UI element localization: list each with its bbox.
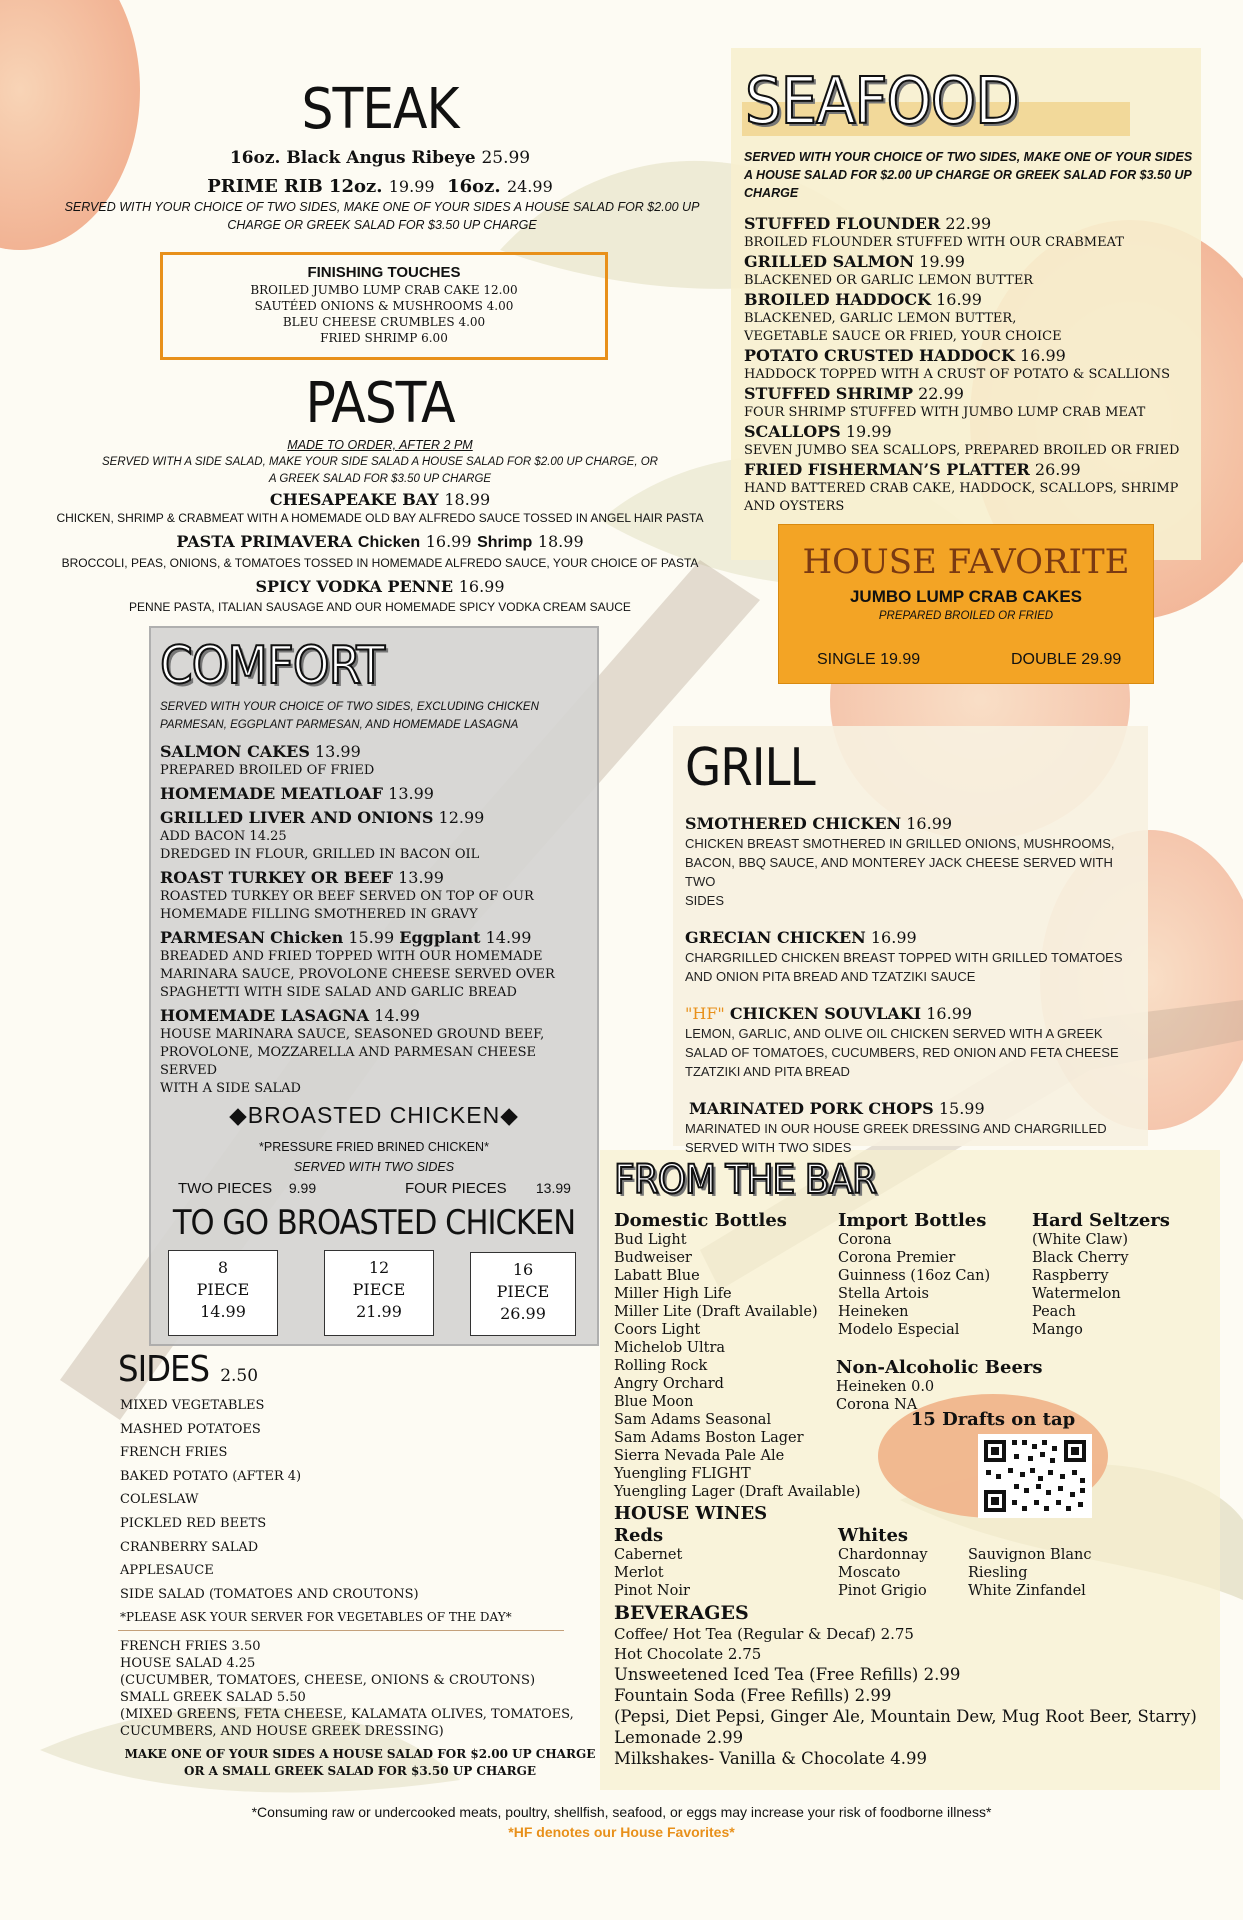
grill-item-desc: CHICKEN BREAST SMOTHERED IN GRILLED ONIONS, MUSHROOMS,: [685, 836, 1115, 851]
togo-price: 26.99: [500, 1304, 546, 1323]
wine-item: Riesling: [968, 1565, 1028, 1581]
pasta-vodka: [40, 577, 720, 597]
comfort-item-name: HOMEMADE LASAGNA: [160, 1006, 370, 1025]
broasted-four-label: FOUR PIECES: [405, 1180, 507, 1197]
comfort-item: [160, 928, 590, 1002]
na-title: Non-Alcoholic Beers: [836, 1357, 1043, 1378]
beverage-item: Fountain Soda (Free Refills) 2.99: [614, 1686, 892, 1705]
side-item: BAKED POTATO (AFTER 4): [120, 1468, 302, 1484]
beer-item: Miller High Life: [614, 1286, 732, 1302]
broasted-four-pieces: [405, 1180, 571, 1197]
beverages-title: BEVERAGES: [614, 1602, 749, 1624]
sides-heading: [118, 1349, 259, 1390]
seafood-item-desc: BLACKENED, GARLIC LEMON BUTTER,: [744, 311, 1017, 326]
sides-title: SIDES: [118, 1349, 210, 1390]
seltzers-title: Hard Seltzers: [1032, 1210, 1170, 1231]
grill-item-desc: AND ONION PITA BREAD AND TZATZIKI SAUCE: [685, 969, 976, 984]
grill-item: [685, 1004, 1145, 1081]
beverage-item: Unsweetened Iced Tea (Free Refills) 2.99: [614, 1665, 961, 1684]
house-favorite-double: DOUBLE 29.99: [1011, 651, 1122, 668]
house-wines: [614, 1504, 1174, 1524]
grill-item-desc: SALAD OF TOMATOES, CUCUMBERS, RED ONION AND FETA CHEESE: [685, 1045, 1119, 1060]
side-item: SIDE SALAD (TOMATOES AND CROUTONS): [120, 1586, 419, 1602]
beer-item: Labatt Blue: [614, 1268, 700, 1284]
reds-title: Reds: [614, 1525, 664, 1546]
domestic-bottles: [614, 1211, 861, 1501]
house-favorite-title: HOUSE FAVORITE: [802, 542, 1130, 582]
side-item: COLESLAW: [120, 1492, 199, 1508]
prime-rib-16-label: 16oz.: [447, 176, 501, 197]
side-extra: (CUCUMBER, TOMATOES, CHEESE, ONIONS & CROUTONS): [120, 1673, 536, 1688]
seafood-item: [744, 290, 1204, 346]
beverage-item: Milkshakes- Vanilla & Chocolate 4.99: [614, 1749, 927, 1768]
broasted-note-1: *PRESSURE FRIED BRINED CHICKEN*: [259, 1140, 489, 1154]
comfort-item-desc: ROASTED TURKEY OR BEEF SERVED ON TOP OF OUR: [160, 889, 534, 904]
comfort-item: [160, 808, 590, 864]
ribeye-name: 16oz. Black Angus Ribeye: [229, 148, 476, 168]
grill-title: GRILL: [685, 738, 815, 798]
seltzer-item: Black Cherry: [1032, 1250, 1129, 1266]
beer-item: Corona: [838, 1232, 892, 1248]
wine-item: White Zinfandel: [968, 1583, 1086, 1599]
import-bottles: [838, 1211, 990, 1339]
prime-rib-line: [40, 176, 720, 197]
comfort-item-desc: PROVOLONE, MOZZARELLA AND PARMESAN CHEESE SERVED: [160, 1045, 536, 1078]
comfort-item-price: 12.99: [438, 808, 485, 827]
seafood-item-name: SCALLOPS: [744, 422, 841, 441]
finishing-touches-title: FINISHING TOUCHES: [307, 264, 461, 281]
seafood-item-desc: HAND BATTERED CRAB CAKE, HADDOCK, SCALLOPS, SHRIMP: [744, 481, 1179, 496]
comfort-item-name: SALMON CAKES: [160, 742, 310, 761]
grill-list: [685, 814, 1145, 1157]
seafood-item: [744, 422, 1204, 460]
side-item: MIXED VEGETABLES: [120, 1398, 265, 1413]
comfort-item-desc: PREPARED BROILED OF FRIED: [160, 763, 375, 778]
pasta-item-name: PASTA PRIMAVERA: [176, 532, 353, 551]
seltzer-item: Raspberry: [1032, 1268, 1109, 1284]
comfort-item-price: 13.99: [388, 784, 434, 803]
comfort-item-name: PARMESAN: [160, 928, 266, 947]
house-favorite-single: SINGLE 19.99: [817, 651, 921, 668]
comfort-item-price: 14.99: [485, 928, 532, 947]
house-favorite-sub: PREPARED BROILED OR FRIED: [878, 610, 1054, 622]
hf-note: *HF denotes our House Favorites*: [508, 1824, 735, 1840]
grill-item: [685, 928, 1145, 986]
pasta-item-name: CHESAPEAKE BAY: [269, 490, 439, 509]
togo-box-8: [168, 1250, 278, 1336]
sides-divider: [118, 1630, 564, 1631]
prime-rib-16-price: 24.99: [506, 177, 553, 196]
seafood-item-desc: BROILED FLOUNDER STUFFED WITH OUR CRABMEAT: [744, 235, 1124, 250]
seafood-list: [744, 214, 1204, 516]
wines-title: HOUSE WINES: [614, 1503, 768, 1524]
togo-unit: PIECE: [196, 1280, 250, 1299]
comfort-item: [160, 868, 590, 924]
steak-title: STEAK: [301, 77, 459, 142]
seafood-item-price: 19.99: [919, 252, 965, 271]
seafood-note: SERVED WITH YOUR CHOICE OF TWO SIDES, MAKE ONE OF YOUR SIDES A HOUSE SALAD FOR $2.00 UP CHARGE OR GREEK SALAD FOR $3.50 UP CHARGE: [744, 150, 1193, 200]
comfort-item-desc: WITH A SIDE SALAD: [160, 1081, 301, 1096]
prime-rib-name: PRIME RIB 12oz.: [207, 176, 383, 197]
grill-item-desc: SERVED WITH TWO SIDES: [685, 1140, 852, 1155]
pasta-option: Chicken: [357, 534, 421, 551]
steak-note: SERVED WITH YOUR CHOICE OF TWO SIDES, MAKE ONE OF YOUR SIDES A HOUSE SALAD FOR $2.00 UP CHARGE OR GREEK SALAD FOR $3.50 UP CHARGE: [64, 200, 700, 232]
wines-whites: [838, 1526, 928, 1600]
broasted-two-pieces: [178, 1180, 316, 1197]
seafood-item-name: STUFFED FLOUNDER: [744, 214, 941, 233]
sides-extras: [120, 1638, 600, 1740]
side-item: MASHED POTATOES: [120, 1421, 261, 1437]
beverage-item: Hot Chocolate 2.75: [614, 1645, 762, 1663]
grill-item-name: GRECIAN CHICKEN: [685, 928, 866, 947]
comfort-item: [160, 1006, 590, 1098]
comfort-item-desc: SPAGHETTI WITH SIDE SALAD AND GARLIC BREAD: [160, 985, 517, 1000]
side-extra: FRENCH FRIES 3.50: [120, 1639, 261, 1654]
comfort-item-price: 13.99: [314, 742, 361, 761]
sides-price: 2.50: [220, 1366, 259, 1386]
seafood-item-desc: BLACKENED OR GARLIC LEMON BUTTER: [744, 273, 1034, 288]
pasta-option: Shrimp: [477, 534, 533, 551]
pasta-item-desc: PENNE PASTA, ITALIAN SAUSAGE AND OUR HOMEMADE SPICY VODKA CREAM SAUCE: [129, 600, 631, 614]
house-favorite-item: JUMBO LUMP CRAB CAKES: [849, 587, 1083, 606]
seafood-title: SEAFOOD: [745, 65, 1019, 139]
togo-box-12: [324, 1250, 434, 1336]
comfort-item-price: 13.99: [398, 868, 444, 887]
ribeye-price: 25.99: [481, 148, 531, 168]
broasted-two-label: TWO PIECES: [178, 1180, 273, 1197]
grill-item-desc: LEMON, GARLIC, AND OLIVE OIL CHICKEN SERVED WITH A GREEK: [685, 1026, 1103, 1041]
seafood-item-desc: VEGETABLE SAUCE OR FRIED, YOUR CHOICE: [744, 329, 1062, 344]
pasta-item-desc: BROCCOLI, PEAS, ONIONS, & TOMATOES TOSSED IN HOMEMADE ALFREDO SAUCE, YOUR CHOICE OF PASTA: [61, 556, 699, 570]
comfort-item-price: 14.99: [374, 1006, 420, 1025]
beer-item: Yuengling FLIGHT: [614, 1466, 751, 1482]
pasta-note-1: MADE TO ORDER, AFTER 2 PM: [287, 438, 473, 452]
grill-item-name: MARINATED PORK CHOPS: [689, 1099, 934, 1118]
pasta-title: PASTA: [305, 371, 455, 436]
beer-item: Rolling Rock: [614, 1358, 708, 1374]
hf-prefix: "HF": [685, 1004, 725, 1023]
grill-item-price: 16.99: [870, 928, 917, 947]
beer-item: Modelo Especial: [838, 1322, 960, 1338]
grill-item-desc: BACON, BBQ SAUCE, AND MONTEREY JACK CHEESE SERVED WITH TWO: [685, 855, 1113, 889]
beer-item: Heineken 0.0: [836, 1379, 935, 1395]
foodborne-warning: *Consuming raw or undercooked meats, poultry, shellfish, seafood, or eggs may increase your risk of foodborne illness*: [251, 1804, 992, 1820]
beer-item: Budweiser: [614, 1250, 692, 1266]
beer-item: Blue Moon: [614, 1394, 694, 1410]
beer-item: Michelob Ultra: [614, 1340, 726, 1356]
comfort-item: [160, 742, 590, 780]
comfort-item-price: 15.99: [348, 928, 395, 947]
seafood-item-desc: FOUR SHRIMP STUFFED WITH JUMBO LUMP CRAB MEAT: [744, 405, 1146, 420]
comfort-item-desc: HOMEMADE FILLING SMOTHERED IN GRAVY: [160, 907, 478, 922]
wines-whites-2: [968, 1546, 1091, 1600]
bar-title: FROM THE BAR: [614, 1157, 877, 1203]
house-favorite-box: [778, 524, 1154, 684]
beer-item: Sam Adams Seasonal: [614, 1412, 772, 1428]
side-item: FRENCH FRIES: [120, 1445, 228, 1461]
seafood-item: [744, 384, 1204, 422]
grill-item-name: SMOTHERED CHICKEN: [685, 814, 902, 833]
finishing-item: BROILED JUMBO LUMP CRAB CAKE 12.00: [250, 283, 518, 297]
beer-item: Bud Light: [614, 1232, 687, 1248]
grill-item: [685, 1099, 1145, 1157]
seltzer-item: Mango: [1032, 1322, 1083, 1338]
broasted-four-price: 13.99: [535, 1180, 571, 1196]
comfort-item-desc: ADD BACON 14.25: [160, 829, 287, 844]
grill-item-price: 16.99: [926, 1004, 973, 1023]
beer-item: Miller Lite (Draft Available): [614, 1304, 818, 1320]
comfort-option: Chicken: [270, 928, 344, 947]
seafood-item-name: BROILED HADDOCK: [744, 290, 931, 309]
seltzer-item: (White Claw): [1032, 1232, 1128, 1248]
wine-item: Pinot Grigio: [838, 1583, 927, 1599]
wine-item: Moscato: [838, 1565, 901, 1581]
seafood-item: [744, 346, 1204, 384]
drafts-label: 15 Drafts on tap: [910, 1409, 1076, 1430]
side-extra: SMALL GREEK SALAD 5.50: [120, 1690, 306, 1705]
broasted-title: ◆BROASTED CHICKEN◆: [229, 1102, 519, 1128]
seafood-item-name: GRILLED SALMON: [744, 252, 915, 271]
beer-item: Stella Artois: [838, 1286, 929, 1302]
seafood-item: [744, 460, 1204, 516]
comfort-item-name: HOMEMADE MEATLOAF: [160, 784, 384, 803]
sides-footer: MAKE ONE OF YOUR SIDES A HOUSE SALAD FOR $2.00 UP CHARGE OR A SMALL GREEK SALAD FOR $3.50 UP CHARGE: [124, 1747, 596, 1778]
seafood-item-name: POTATO CRUSTED HADDOCK: [744, 346, 1015, 365]
comfort-title: COMFORT: [160, 636, 384, 696]
import-title: Import Bottles: [838, 1210, 987, 1231]
pasta-primavera: [40, 532, 720, 553]
finishing-item: FRIED SHRIMP 6.00: [320, 331, 448, 345]
seafood-item: [744, 252, 1204, 290]
togo-box-16: [470, 1252, 576, 1336]
seafood-item-desc: AND OYSTERS: [744, 499, 845, 514]
wine-item: Chardonnay: [838, 1547, 928, 1563]
hard-seltzers: [1032, 1211, 1170, 1339]
togo-unit: PIECE: [496, 1282, 550, 1301]
pasta-item-desc: CHICKEN, SHRIMP & CRABMEAT WITH A HOMEMADE OLD BAY ALFREDO SAUCE TOSSED IN ANGEL HAIR PASTA: [56, 511, 704, 525]
whites-title: Whites: [838, 1525, 909, 1546]
ribeye-line: [40, 148, 720, 168]
finishing-item: BLEU CHEESE CRUMBLES 4.00: [282, 315, 486, 329]
seafood-item-desc: SEVEN JUMBO SEA SCALLOPS, PREPARED BROILED OR FRIED: [744, 443, 1180, 458]
beer-item: Sierra Nevada Pale Ale: [614, 1448, 785, 1464]
beer-item: Guinness (16oz Can): [838, 1268, 991, 1284]
seafood-item-name: FRIED FISHERMAN’S PLATTER: [744, 460, 1030, 479]
beer-item: Corona NA: [836, 1397, 918, 1413]
comfort-item: [160, 784, 590, 804]
beverage-item: Lemonade 2.99: [614, 1728, 744, 1747]
wine-item: Cabernet: [614, 1547, 683, 1563]
grill-item-price: 16.99: [906, 814, 953, 833]
seafood-item-price: 19.99: [845, 422, 892, 441]
pasta-chesapeake: [40, 490, 720, 510]
pasta-note-2: SERVED WITH A SIDE SALAD, MAKE YOUR SIDE SALAD A HOUSE SALAD FOR $2.00 UP CHARGE, OR A GREEK SALAD FOR $3.50 UP CHARGE: [102, 456, 658, 485]
sides-list: [120, 1394, 580, 1628]
wines-reds: [614, 1526, 690, 1600]
prime-rib-12-price: 19.99: [388, 177, 435, 196]
seafood-item-price: 16.99: [1020, 346, 1066, 365]
side-item: APPLESAUCE: [120, 1563, 214, 1579]
side-extra: HOUSE SALAD 4.25: [120, 1656, 256, 1671]
pasta-item-price: 18.99: [444, 490, 491, 509]
domestic-title: Domestic Bottles: [614, 1210, 787, 1231]
pasta-item-name: SPICY VODKA PENNE: [255, 577, 454, 596]
comfort-item-desc: MARINARA SAUCE, PROVOLONE CHEESE SERVED OVER: [160, 967, 555, 982]
comfort-list: [160, 742, 590, 1098]
seafood-item-price: 26.99: [1034, 460, 1081, 479]
comfort-item-desc: HOUSE MARINARA SAUCE, SEASONED GROUND BEEF,: [160, 1027, 545, 1042]
seafood-item-price: 22.99: [945, 214, 992, 233]
wine-item: Pinot Noir: [614, 1583, 690, 1599]
beverage-item: Coffee/ Hot Tea (Regular & Decaf) 2.75: [614, 1625, 914, 1643]
grill-item-desc: TZATZIKI AND PITA BREAD: [685, 1064, 850, 1079]
comfort-note: SERVED WITH YOUR CHOICE OF TWO SIDES, EXCLUDING CHICKEN PARMESAN, EGGPLANT PARMESAN, AND HOMEMADE LASAGNA: [160, 701, 539, 731]
togo-price: 21.99: [356, 1302, 402, 1321]
grill-item-desc: MARINATED IN OUR HOUSE GREEK DRESSING AND CHARGRILLED: [685, 1121, 1107, 1136]
beer-item: Angry Orchard: [614, 1376, 724, 1392]
seafood-item-price: 22.99: [918, 384, 964, 403]
grill-item-desc: CHARGRILLED CHICKEN BREAST TOPPED WITH GRILLED TOMATOES: [685, 950, 1123, 965]
side-extra: (MIXED GREENS, FETA CHEESE, KALAMATA OLIVES, TOMATOES,: [120, 1707, 574, 1722]
beer-item: Corona Premier: [838, 1250, 956, 1266]
beer-item: Sam Adams Boston Lager: [614, 1430, 804, 1446]
seltzer-item: Watermelon: [1032, 1286, 1121, 1302]
togo-count: 8: [217, 1258, 229, 1277]
togo-count: 12: [368, 1258, 390, 1277]
grill-item-name: CHICKEN SOUVLAKI: [729, 1004, 922, 1023]
pasta-item-price: 16.99: [425, 532, 472, 551]
togo-unit: PIECE: [352, 1280, 406, 1299]
grill-item-price: 15.99: [938, 1099, 985, 1118]
wine-item: Merlot: [614, 1565, 664, 1581]
broasted-two-price: 9.99: [288, 1180, 317, 1196]
finishing-touches-box: [160, 252, 608, 360]
togo-count: 16: [512, 1260, 534, 1279]
seafood-item: [744, 214, 1204, 252]
comfort-item-desc: BREADED AND FRIED TOPPED WITH OUR HOMEMADE: [160, 949, 543, 964]
pasta-item-price: 18.99: [537, 532, 584, 551]
sides-note: *PLEASE ASK YOUR SERVER FOR VEGETABLES OF THE DAY*: [120, 1610, 512, 1625]
broasted-note-2: SERVED WITH TWO SIDES: [293, 1160, 455, 1174]
seltzer-item: Peach: [1032, 1304, 1076, 1320]
togo-title: TO GO BROASTED CHICKEN: [172, 1203, 576, 1243]
seafood-item-price: 16.99: [936, 290, 982, 309]
comfort-item-name: GRILLED LIVER AND ONIONS: [160, 808, 434, 827]
grill-item-desc: SIDES: [685, 893, 725, 908]
side-extra: CUCUMBERS, AND HOUSE GREEK DRESSING): [120, 1724, 444, 1739]
comfort-item-name: ROAST TURKEY OR BEEF: [160, 868, 394, 887]
togo-price: 14.99: [200, 1302, 246, 1321]
comfort-item-desc: DREDGED IN FLOUR, GRILLED IN BACON OIL: [160, 847, 480, 862]
comfort-option: Eggplant: [399, 928, 481, 947]
seafood-item-name: STUFFED SHRIMP: [744, 384, 913, 403]
finishing-item: SAUTÉED ONIONS & MUSHROOMS 4.00: [254, 299, 514, 313]
beer-item: Heineken: [838, 1304, 909, 1320]
beer-item: Yuengling Lager (Draft Available): [614, 1484, 861, 1500]
wine-item: Sauvignon Blanc: [968, 1547, 1092, 1563]
side-item: CRANBERRY SALAD: [120, 1539, 259, 1555]
side-item: PICKLED RED BEETS: [120, 1515, 267, 1531]
beverages: [614, 1602, 1214, 1769]
pasta-item-price: 16.99: [458, 577, 505, 596]
beer-item: Coors Light: [614, 1322, 701, 1338]
beverage-item: (Pepsi, Diet Pepsi, Ginger Ale, Mountain Dew, Mug Root Beer, Starry): [614, 1707, 1197, 1726]
grill-item: [685, 814, 1145, 910]
seafood-item-desc: HADDOCK TOPPED WITH A CRUST OF POTATO & SCALLIONS: [744, 367, 1171, 382]
